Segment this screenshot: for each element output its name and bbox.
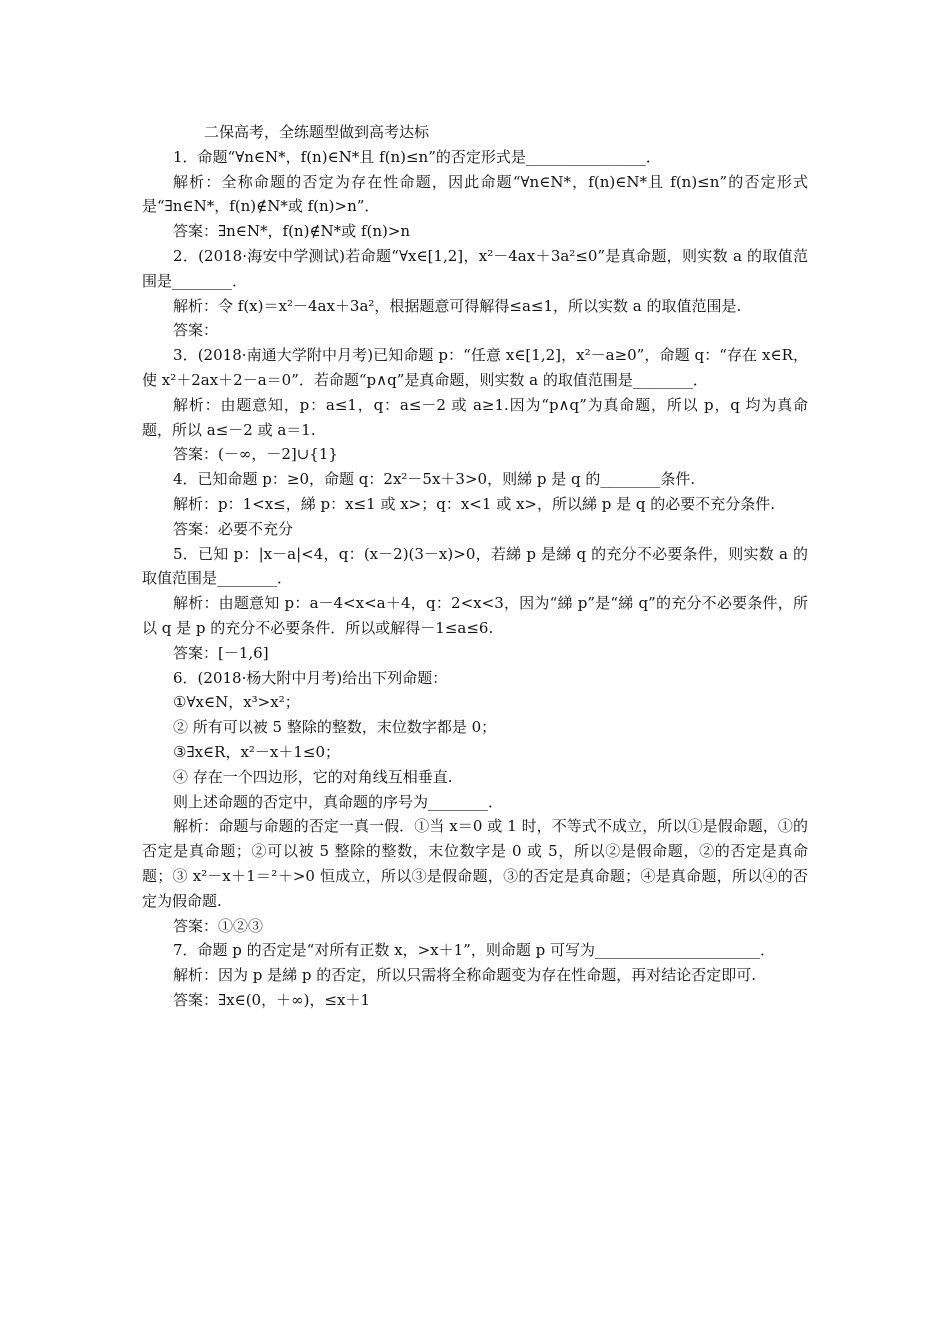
answer-text: 答案：(－∞，－2]∪{1} (173, 445, 338, 464)
answer-text: 答案：①②③ (173, 916, 264, 935)
problem-1 (142, 145, 808, 244)
analysis-text: 解析：由题意知，p：a≤1，q：a≤－2 或 a≥1.因为“p∧q”为真命题，所以 p，q 均为真命题，所以 a≤－2 或 a＝1. (142, 395, 808, 439)
problem-2 (142, 244, 808, 343)
document-page (142, 120, 808, 1013)
question-text: 5．已知 p：|x－a|<4，q：(x－2)(3－x)>0，若綈 p 是綈 q 的充分不必要条件，则实数 a 的取值范围是________． (142, 544, 808, 588)
analysis-text: 解析：p：1<x≤，綈 p：x≤1 或 x>；q：x<1 或 x>，所以綈 p 是 q 的必要不充分条件. (173, 494, 776, 513)
answer-text: 答案：[－1,6] (173, 643, 269, 662)
list-item: ④ 存在一个四边形，它的对角线互相垂直. (173, 767, 453, 786)
answer-text: 答案：∃x∈(0，＋∞)，≤x＋1 (173, 990, 371, 1009)
list-item: ② 所有可以被 5 整除的整数，末位数字都是 0； (173, 718, 497, 737)
problem-4 (142, 467, 808, 541)
list-item: ③∃x∈R，x²－x＋1≤0； (173, 742, 341, 761)
question-text: 1．命题“∀n∈N*，f(n)∈N*且 f(n)≤n”的否定形式是________________． (173, 147, 661, 166)
question-text: 6．(2018·杨大附中月考)给出下列命题： (173, 668, 448, 687)
problem-5 (142, 542, 808, 666)
problem-7 (142, 938, 808, 1012)
question-text: 2．(2018·海安中学测试)若命题“∀x∈[1,2]，x²－4ax＋3a²≤0”是真命题，则实数 a 的取值范围是________． (142, 246, 808, 290)
question-text: 7．命题 p 的否定是“对所有正数 x，>x＋1”，则命题 p 可写为______________________． (173, 941, 775, 960)
answer-text: 答案： (173, 321, 219, 340)
analysis-text: 解析：令 f(x)＝x²－4ax＋3a²，根据题意可得解得≤a≤1，所以实数 a 的取值范围是. (173, 296, 742, 315)
problem-3 (142, 343, 808, 467)
answer-text: 答案：∃n∈N*，f(n)∉N*或 f(n)>n (173, 222, 411, 241)
analysis-text: 解析：全称命题的否定为存在性命题，因此命题“∀n∈N*，f(n)∈N*且 f(n)≤n”的否定形式是“∃n∈N*，f(n)∉N*或 f(n)>n”． (142, 172, 808, 216)
section-title: 二保高考，全练题型做到高考达标 (204, 123, 430, 141)
list-item: ①∀x∈N，x³>x²； (173, 693, 300, 712)
question-tail-text: 则上述命题的否定中，真命题的序号为________． (173, 792, 504, 811)
answer-text: 答案：必要不充分 (173, 519, 294, 538)
analysis-text: 解析：因为 p 是綈 p 的否定，所以只需将全称命题变为存在性命题，再对结论否定即可. (173, 966, 757, 985)
question-text: 3．(2018·南通大学附中月考)已知命题 p：“任意 x∈[1,2]，x²－a≥0”，命题 q：“存在 x∈R，使 x²＋2ax＋2－a＝0”．若命题“p∧q”是真命题，则实数 a 的取值范围是________． (142, 346, 808, 389)
analysis-text: 解析：由题意知 p：a－4<x<a＋4，q：2<x<3，因为“綈 p”是“綈 q”的充分不必要条件，所以 q 是 p 的充分不必要条件．所以或解得－1≤a≤6. (142, 594, 808, 637)
question-text: 4．已知命题 p：≥0，命题 q：2x²－5x＋3>0，则綈 p 是 q 的________条件. (173, 470, 696, 489)
problem-6 (142, 666, 808, 939)
analysis-text: 解析：命题与命题的否定一真一假．①当 x＝0 或 1 时，不等式不成立，所以①是假命题，①的否定是真命题；②可以被 5 整除的整数，末位数字是 0 或 5，所以②是假命题，②的否定是真命题；③ x²－x＋1＝²＋>0 恒成立，所以③是假命题，③的否定是真命题；④是真命题，所以④的否定为假命题. (142, 817, 808, 910)
